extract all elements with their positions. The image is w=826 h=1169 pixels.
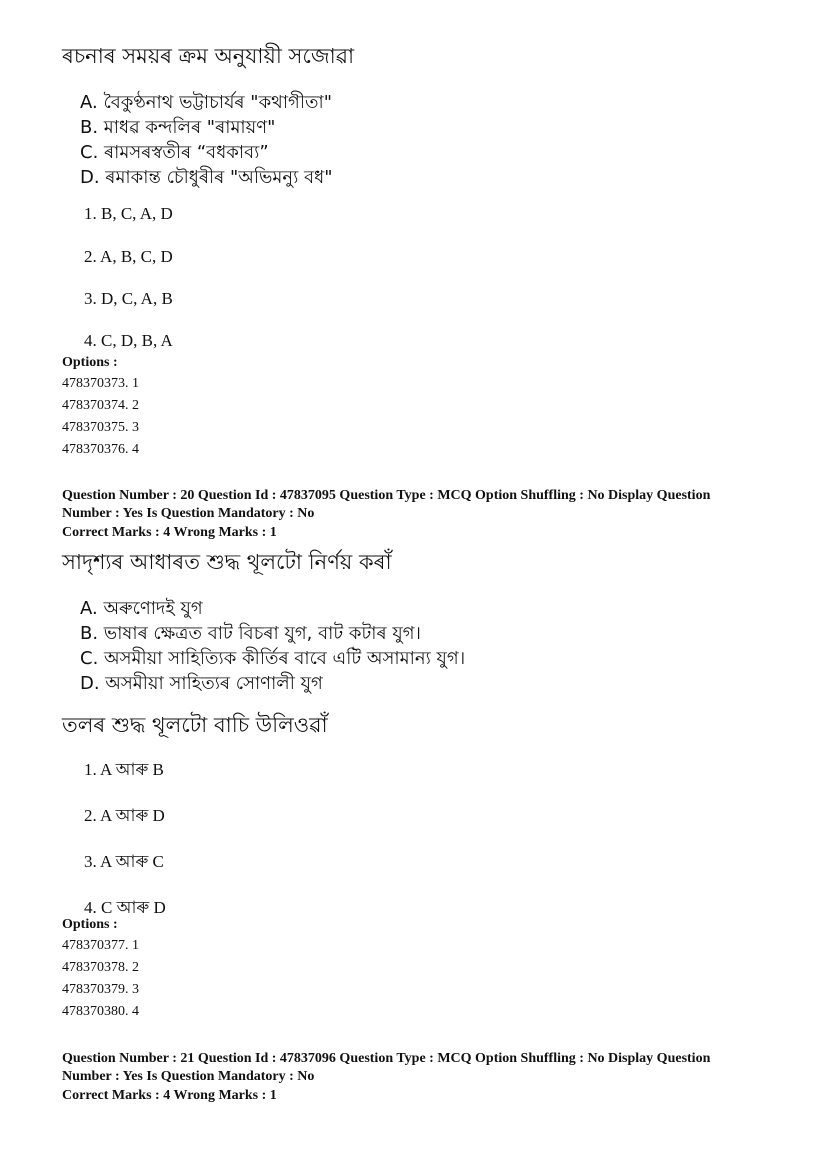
q20-title: সাদৃশ্যৰ আধাৰত শুদ্ধ থূলটো নিৰ্ণয় কৰাঁ [62,550,392,574]
q19-option-id-3: 478370375. 3 [62,420,139,435]
q20-subtitle: তলৰ শুদ্ধ থূলটো বাচি উলিওৱাঁ [62,713,328,737]
q20-statement-c: C. অসমীয়া সাহিত্যিক কীৰ্তিৰ বাবে এটি অসামান্য যুগ। [80,648,466,669]
q20-option-id-2: 478370378. 2 [62,960,139,975]
q19-statement-b: B. মাধৱ কন্দলিৰ "ৰামায়ণ" [80,117,276,138]
q19-choice-1: 1. B, C, A, D [84,204,173,223]
q21-meta-line2: Number : Yes Is Question Mandatory : No [62,1069,315,1084]
q19-option-id-4: 478370376. 4 [62,442,139,457]
q19-option-id-1: 478370373. 1 [62,376,139,391]
q19-choice-4: 4. C, D, B, A [84,331,173,350]
q19-choice-3: 3. D, C, A, B [84,289,173,308]
q20-option-id-1: 478370377. 1 [62,938,139,953]
q20-statement-d: D. অসমীয়া সাহিত্যৰ সোণালী যুগ [80,673,323,694]
q20-options-label: Options : [62,917,118,932]
q20-option-id-3: 478370379. 3 [62,982,139,997]
q19-statement-c: C. ৰামসৰস্বতীৰ “বধকাব্য” [80,142,269,163]
q20-choice-1: 1. A আৰু B [84,760,164,779]
q19-statement-d: D. ৰমাকান্ত চৌধুৰীৰ "অভিমন্যু বধ" [80,167,333,188]
q20-choice-3: 3. A আৰু C [84,852,164,871]
q20-statement-b: B. ভাষাৰ ক্ষেত্ৰত বাট বিচৰা যুগ, বাট কটাৰ যুগ। [80,623,421,644]
q20-meta-line2: Number : Yes Is Question Mandatory : No [62,506,315,521]
q20-choice-2: 2. A আৰু D [84,806,165,825]
q21-meta-line3: Correct Marks : 4 Wrong Marks : 1 [62,1088,277,1103]
q20-option-id-4: 478370380. 4 [62,1004,139,1019]
q19-choice-2: 2. A, B, C, D [84,247,173,266]
q19-title: ৰচনাৰ সময়ৰ ক্ৰম অনুযায়ী সজোৱা [62,44,355,68]
q19-option-id-2: 478370374. 2 [62,398,139,413]
q20-choice-4: 4. C আৰু D [84,898,166,917]
q19-options-label: Options : [62,355,118,370]
q21-meta-line1: Question Number : 21 Question Id : 47837096 Question Type : MCQ Option Shuffling : No Display Question [62,1051,711,1066]
q20-meta-line1: Question Number : 20 Question Id : 47837095 Question Type : MCQ Option Shuffling : No Display Question [62,488,711,503]
q20-statement-a: A. অৰুণোদই যুগ [80,598,203,619]
q20-meta-line3: Correct Marks : 4 Wrong Marks : 1 [62,525,277,540]
q19-statement-a: A. বৈকুণ্ঠনাথ ভট্টাচাৰ্যৰ "কথাগীতা" [80,92,332,113]
